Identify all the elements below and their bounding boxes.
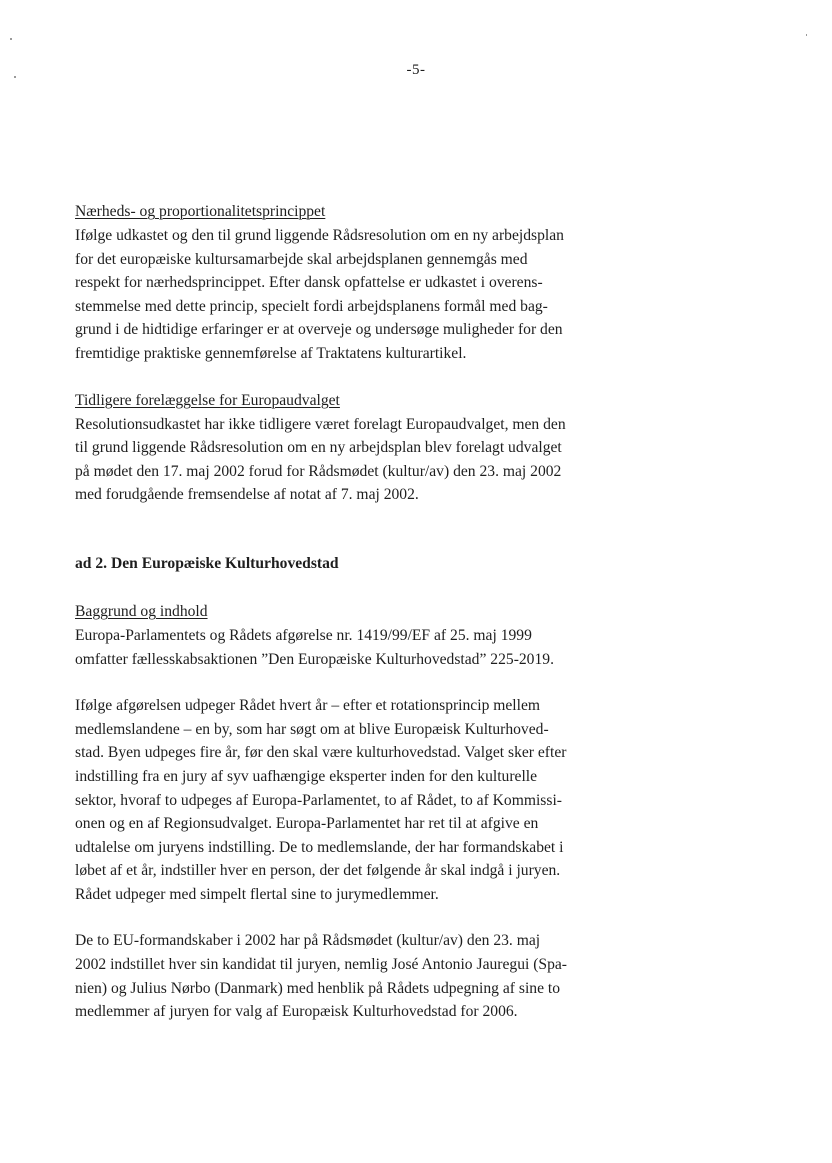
text-line: for det europæiske kultursamarbejde skal arbejdsplanen gennemgås med [75, 250, 528, 268]
document-body [75, 200, 595, 1024]
section-heading: Nærheds- og proportionalitetsprincippet [75, 203, 326, 220]
section-naerhedsprincip [75, 200, 595, 366]
section-heading: Tidligere forelæggelse for Europaudvalget [75, 391, 340, 409]
text-line: på mødet den 17. maj 2002 forud for Rådsmødet (kultur/av) den 23. maj 2002 [75, 462, 562, 480]
text-line: løbet af et år, indstiller hver en person, der det følgende år skal indgå i juryen. [75, 862, 561, 880]
page-number: -5- [406, 62, 426, 78]
text-line: onen og en af Regionsudvalget. Europa-Parlamentet har ret til at afgive en [75, 815, 539, 833]
section-heading: Baggrund og indhold [75, 602, 208, 620]
text-line: respekt for nærhedsprincippet. Efter dansk opfattelse er udkastet i overens- [75, 274, 543, 292]
text-line: til grund liggende Rådsresolution om en ny arbejdsplan blev forelagt udvalget [75, 439, 562, 457]
text-line: grund i de hidtidige erfaringer er at overveje og undersøge muligheder for den [75, 321, 563, 339]
text-line: med forudgående fremsendelse af notat af 7. maj 2002. [75, 486, 419, 504]
scan-speck [806, 34, 807, 36]
section-tidligere-forelaeggelse [75, 389, 595, 507]
text-line: Ifølge udkastet og den til grund liggende Rådsresolution om en ny arbejdsplan [75, 227, 564, 244]
paragraph [75, 224, 595, 366]
text-line: Europa-Parlamentets og Rådets afgørelse nr. 1419/99/EF af 25. maj 1999 [75, 626, 532, 644]
paragraph [75, 413, 595, 507]
text-line: sektor, hvoraf to udpeges af Europa-Parlamentet, to af Rådet, to af Kommissi- [75, 791, 562, 809]
text-line: De to EU-formandskaber i 2002 har på Rådsmødet (kultur/av) den 23. maj [75, 932, 541, 950]
paragraph [75, 694, 595, 906]
text-line: Resolutionsudkastet har ikke tidligere været forelagt Europaudvalget, men den [75, 415, 566, 433]
text-line: 2002 indstillet hver sin kandidat til juryen, nemlig José Antonio Jauregui (Spa- [75, 956, 568, 974]
text-line: indstilling fra en jury af syv uafhængige eksperter inden for den kulturelle [75, 767, 538, 785]
agenda-item-heading: ad 2. Den Europæiske Kulturhovedstad [75, 554, 339, 572]
text-line: Rådet udpeger med simpelt flertal sine to jurymedlemmer. [75, 885, 439, 903]
section-baggrund [75, 600, 595, 671]
text-line: nien) og Julius Nørbo (Danmark) med henblik på Rådets udpegning af sine to [75, 979, 561, 997]
text-line: medlemslandene – en by, som har søgt om at blive Europæisk Kulturhoved- [75, 720, 549, 738]
text-line: fremtidige praktiske gennemførelse af Traktatens kulturartikel. [75, 344, 467, 362]
text-line: udtalelse om juryens indstilling. De to medlemslande, der har formandskabet i [75, 838, 564, 856]
text-line: omfatter fællesskabsaktionen ”Den Europæiske Kulturhovedstad” 225-2019. [75, 650, 554, 668]
scan-speck [10, 38, 12, 40]
text-line: stad. Byen udpeges fire år, før den skal være kulturhovedstad. Valget sker efter [75, 744, 567, 762]
text-line: Ifølge afgørelsen udpeger Rådet hvert år – efter et rotationsprincip mellem [75, 697, 541, 715]
paragraph [75, 624, 595, 671]
paragraph [75, 929, 595, 1023]
text-line: stemmelse med dette princip, specielt fordi arbejdsplanens formål med bag- [75, 297, 548, 315]
text-line: medlemmer af juryen for valg af Europæisk Kulturhovedstad for 2006. [75, 1003, 518, 1021]
